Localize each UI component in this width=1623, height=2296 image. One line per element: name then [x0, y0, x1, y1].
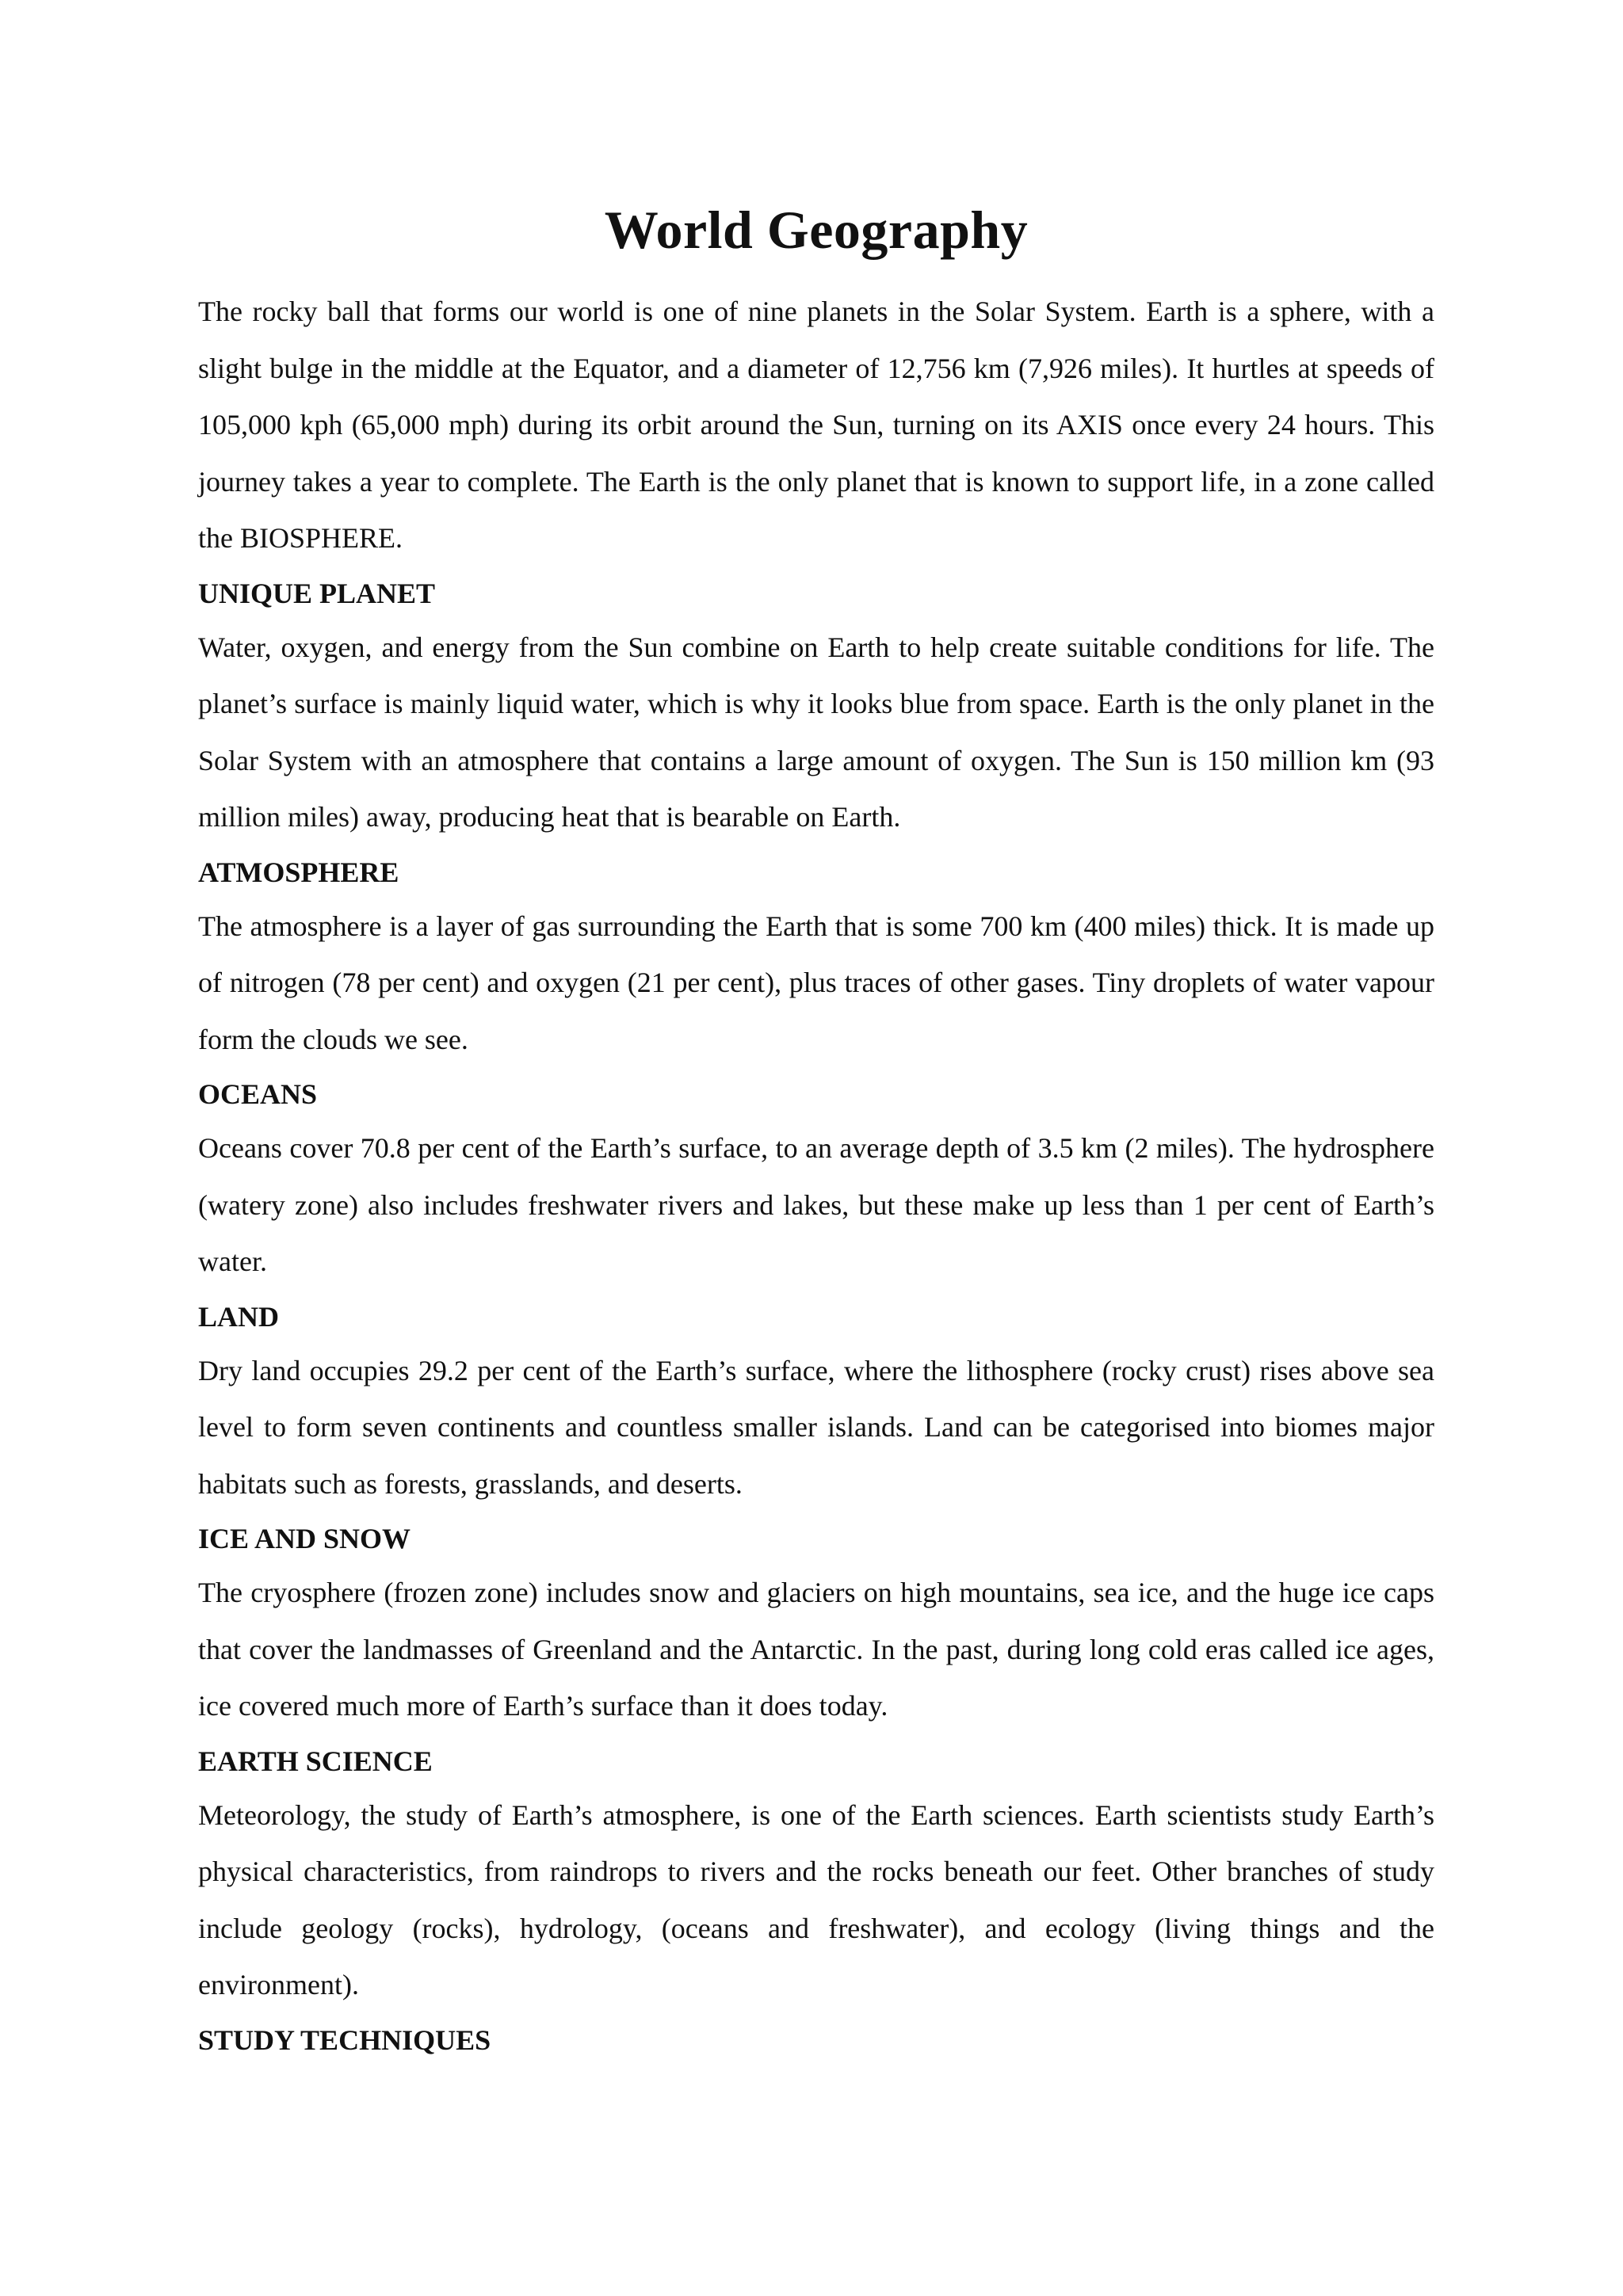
intro-paragraph: The rocky ball that forms our world is one of nine planets in the Solar System. Earth is a sphere, with a slight bulge in the middle at the Equator, and a diameter of 12,756 km (7,926 miles). It hurtles at speeds of 105,000 kph (65,000 mph) during its orbit around the Sun, turning on its AXIS once every 24 hours. This journey takes a year to complete. The Earth is the only planet that is known to support life, in a zone called the BIOSPHERE. — [198, 296, 1434, 554]
section-paragraph: Oceans cover 70.8 per cent of the Earth’s surface, to an average depth of 3.5 km (2 miles). The hydrosphere (watery zone) also includes freshwater rivers and lakes, but these make up less than 1 per cent of Earth’s water. — [198, 1132, 1434, 1277]
section-heading: LAND — [198, 1300, 280, 1333]
section-oceans — [198, 1068, 1434, 1291]
section-heading: EARTH SCIENCE — [198, 1745, 433, 1777]
section-earth-science — [198, 1735, 1434, 2014]
section-paragraph: Dry land occupies 29.2 per cent of the Earth’s surface, where the lithosphere (rocky crust) rises above sea level to form seven continents and countless smaller islands. Land can be categorised into biomes major habitats such as forests, grasslands, and deserts. — [198, 1354, 1434, 1500]
section-study-techniques — [198, 2014, 1434, 2066]
section-land — [198, 1291, 1434, 1513]
section-paragraph: Meteorology, the study of Earth’s atmosphere, is one of the Earth sciences. Earth scientists study Earth’s physical characteristics, from raindrops to rivers and the rocks beneath our feet. Other branches of study include geology (rocks), hydrology, (oceans and freshwater), and ecology (living things and the environment). — [198, 1798, 1434, 2000]
page-title: World Geography — [604, 200, 1029, 260]
section-paragraph: Water, oxygen, and energy from the Sun combine on Earth to help create suitable conditions for life. The planet’s surface is mainly liquid water, which is why it looks blue from space. Earth is the only planet in the Solar System with an atmosphere that contains a large amount of oxygen. The Sun is 150 million km (93 million miles) away, producing heat that is bearable on Earth. — [198, 631, 1434, 833]
section-paragraph: The atmosphere is a layer of gas surrounding the Earth that is some 700 km (400 miles) thick. It is made up of nitrogen (78 per cent) and oxygen (21 per cent), plus traces of other gases. Tiny droplets of water vapour form the clouds we see. — [198, 910, 1434, 1055]
section-heading: ATMOSPHERE — [198, 856, 399, 888]
section-paragraph: The cryosphere (frozen zone) includes snow and glaciers on high mountains, sea ice, and the huge ice caps that cover the landmasses of Greenland and the Antarctic. In the past, during long cold eras called ice ages, ice covered much more of Earth’s surface than it does today. — [198, 1577, 1434, 1722]
section-atmosphere — [198, 846, 1434, 1069]
document-page — [198, 190, 1434, 2066]
section-heading: UNIQUE PLANET — [198, 577, 436, 609]
section-unique-planet — [198, 567, 1434, 846]
section-heading: STUDY TECHNIQUES — [198, 2023, 491, 2056]
section-ice-and-snow — [198, 1512, 1434, 1735]
section-heading: OCEANS — [198, 1078, 318, 1110]
section-heading: ICE AND SNOW — [198, 1523, 411, 1554]
